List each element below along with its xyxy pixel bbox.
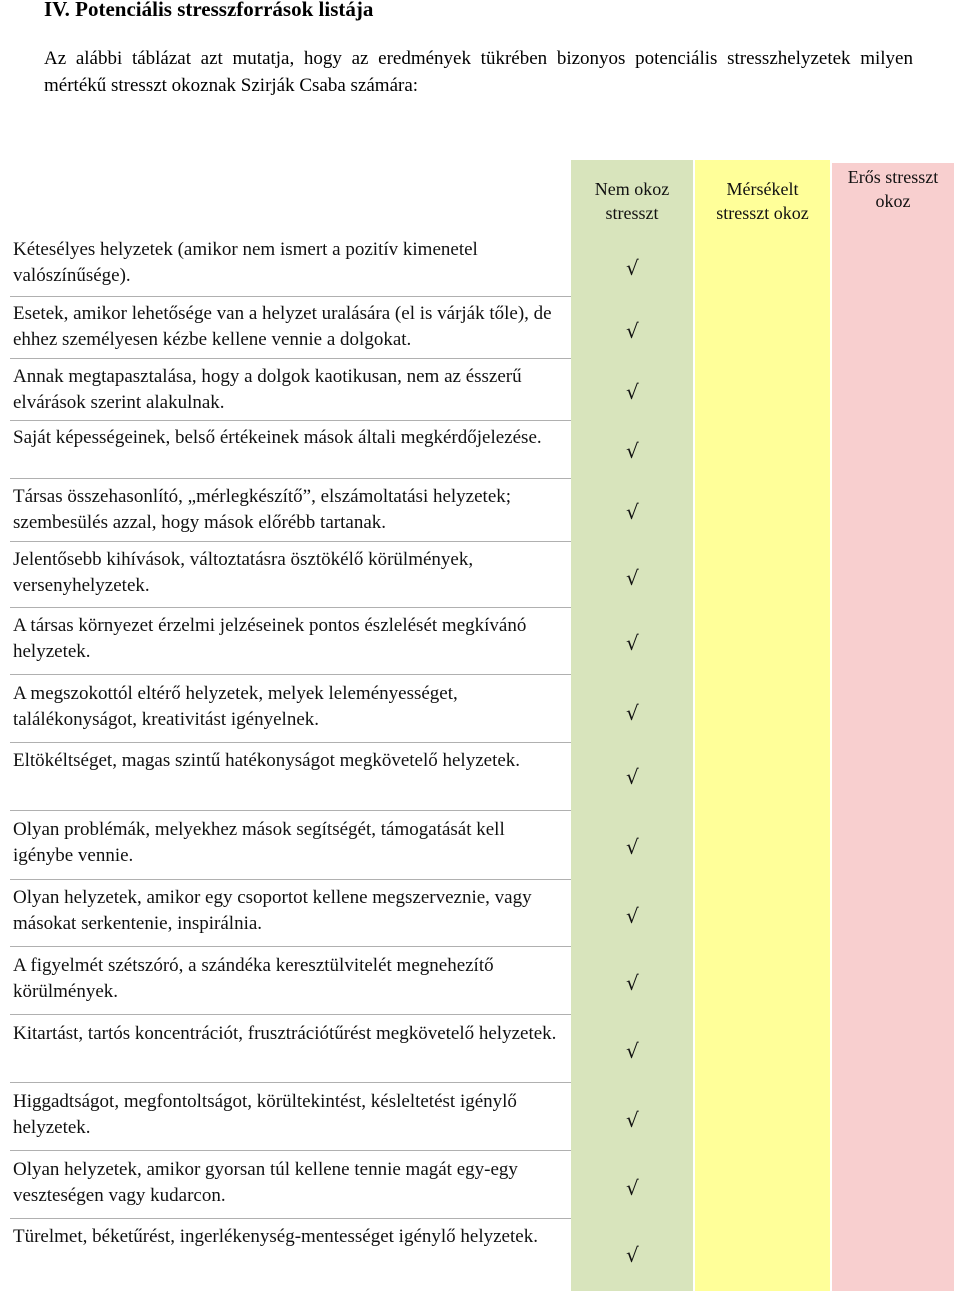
column-header-strong: Erős stresszt okoz	[847, 167, 939, 211]
row-label: Olyan problémák, melyekhez mások segítségét, támogatását kell igénybe vennie.	[13, 819, 505, 866]
check-mark-icon: √	[626, 701, 639, 725]
row-label: A figyelmét szétszóró, a szándéka keresztülvitelét megnehezítő körülmények.	[13, 955, 494, 1002]
check-mark-icon: √	[626, 439, 639, 463]
row-divider	[10, 607, 571, 608]
row-divider	[10, 296, 571, 297]
row-divider	[10, 1150, 571, 1151]
row-divider	[10, 674, 571, 675]
check-mark-icon: √	[626, 256, 639, 280]
row-divider	[10, 1218, 571, 1219]
check-mark-icon: √	[626, 566, 639, 590]
row-divider	[10, 541, 571, 542]
section-heading: IV. Potenciális stresszforrások listája	[44, 0, 374, 21]
column-header-moderate: Mérsékelt stresszt okoz	[716, 179, 809, 223]
row-label: Saját képességeinek, belső értékeinek mások általi megkérdőjelezése.	[13, 427, 542, 448]
row-label: Olyan helyzetek, amikor gyorsan túl kellene tennie magát egy-egy veszteségen vagy kudarcon.	[13, 1159, 518, 1206]
intro-paragraph: Az alábbi táblázat azt mutatja, hogy az eredmények tükrében bizonyos potenciális stresszhelyzetek milyen mértékű stresszt okoznak Szirják Csaba számára:	[44, 48, 913, 96]
check-mark-icon: √	[626, 631, 639, 655]
row-divider	[10, 946, 571, 947]
row-label: Annak megtapasztalása, hogy a dolgok kaotikusan, nem az ésszerű elvárások szerint alakulnak.	[13, 366, 522, 413]
row-divider	[10, 420, 571, 421]
check-mark-icon: √	[626, 765, 639, 789]
row-label: Eltökéltséget, magas szintű hatékonyságot megkövetelő helyzetek.	[13, 750, 521, 771]
check-mark-icon: √	[626, 971, 639, 995]
check-mark-icon: √	[626, 500, 639, 524]
row-label: A megszokottól eltérő helyzetek, melyek leleményességet, találékonyságot, kreativitást igényelnek.	[13, 683, 458, 730]
row-label: Esetek, amikor lehetősége van a helyzet uralására (el is várják tőle), de ehhez személyesen kézbe kellene vennie a dolgokat.	[13, 303, 552, 350]
check-mark-icon: √	[626, 904, 639, 928]
row-divider	[10, 810, 571, 811]
check-mark-icon: √	[626, 380, 639, 404]
row-label: Társas összehasonlító, „mérlegkészítő”, elszámoltatási helyzetek; szembesülés azzal, hogy mások előrébb tartanak.	[13, 486, 512, 533]
row-divider	[10, 478, 571, 479]
row-label: Olyan helyzetek, amikor egy csoportot kellene megszerveznie, vagy másokat serkentenie, inspirálnia.	[13, 887, 532, 934]
row-label: Higgadtságot, megfontoltságot, körültekintést, késleltetést igénylő helyzetek.	[13, 1091, 517, 1138]
row-label: Kitartást, tartós koncentrációt, frusztrációtűrést megkövetelő helyzetek.	[13, 1023, 557, 1044]
check-mark-icon: √	[626, 835, 639, 859]
check-mark-icon: √	[626, 1243, 639, 1267]
check-mark-icon: √	[626, 1039, 639, 1063]
row-label: Jelentősebb kihívások, változtatásra ösztökélő körülmények, versenyhelyzetek.	[13, 549, 474, 596]
row-label: A társas környezet érzelmi jelzéseinek pontos észlelését megkívánó helyzetek.	[13, 615, 527, 662]
check-mark-icon: √	[626, 1176, 639, 1200]
check-mark-icon: √	[626, 1108, 639, 1132]
row-label: Kétesélyes helyzetek (amikor nem ismert a pozitív kimenetel valószínűsége).	[13, 239, 478, 286]
column-moderate-background	[695, 160, 830, 1291]
row-divider	[10, 1082, 571, 1083]
row-divider	[10, 358, 571, 359]
row-divider	[10, 879, 571, 880]
column-header-none: Nem okoz stresszt	[594, 179, 670, 223]
check-mark-icon: √	[626, 319, 639, 343]
row-divider	[10, 1014, 571, 1015]
row-divider	[10, 742, 571, 743]
row-label: Türelmet, béketűrést, ingerlékenység-mentességet igénylő helyzetek.	[13, 1226, 538, 1247]
column-strong-background	[832, 163, 954, 1291]
